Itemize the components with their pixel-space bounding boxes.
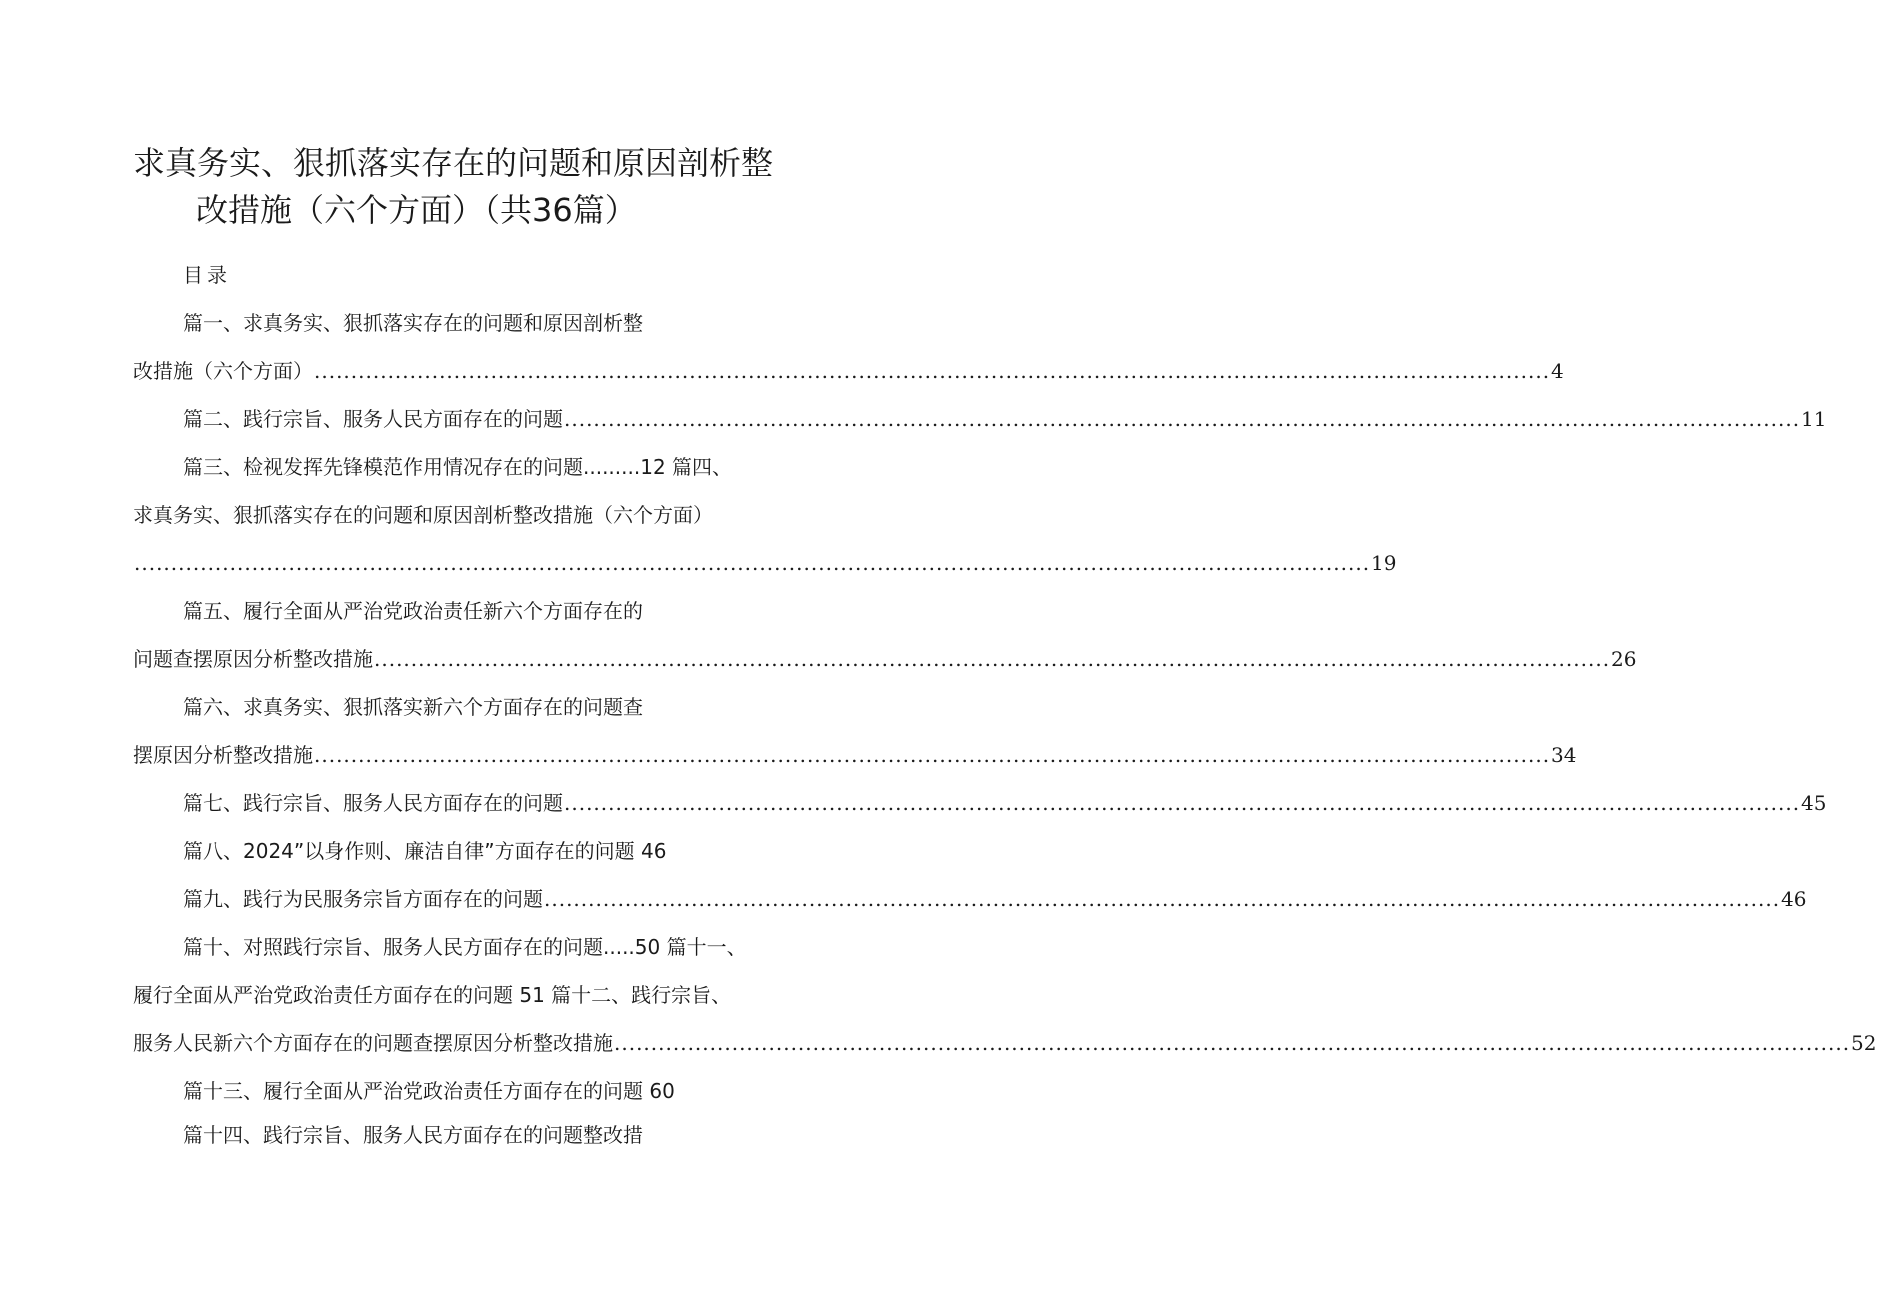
toc-entry-2[interactable] <box>183 405 1827 433</box>
toc-entry-4-line-3[interactable] <box>133 549 1397 577</box>
toc-entry-2-page: 11 <box>1801 407 1827 431</box>
toc-entry-6-line-1[interactable]: 篇六、求真务实、狠抓落实新六个方面存在的问题查 <box>183 695 643 719</box>
toc-entry-4-line-2[interactable]: 求真务实、狠抓落实存在的问题和原因剖析整改措施（六个方面） <box>133 503 713 527</box>
document-title-line-2: 改措施（六个方面）（共36篇） <box>196 191 637 229</box>
toc-entry-4-page: 19 <box>1371 551 1397 575</box>
toc-entry-12-page: 52 <box>1851 1031 1877 1055</box>
dot-leader: ........................................................................................................................................................................ <box>564 791 1801 815</box>
toc-entry-5-text: 问题查摆原因分析整改措施 <box>133 647 373 671</box>
toc-entry-6-page: 34 <box>1551 743 1577 767</box>
toc-entry-8[interactable]: 篇八、2024”以身作则、廉洁自律”方面存在的问题 46 <box>183 839 667 863</box>
dot-leader: ........................................................................................................................................................................ <box>314 359 1551 383</box>
dot-leader: ........................................................................................................................................................................ <box>314 743 1551 767</box>
dot-leader: ........................................................................................................................................................................ <box>374 647 1611 671</box>
toc-entry-5-line-2[interactable] <box>133 645 1637 673</box>
dot-leader: ........................................................................................................................................................................ <box>614 1031 1851 1055</box>
toc-entry-13[interactable]: 篇十三、履行全面从严治党政治责任方面存在的问题 60 <box>183 1079 675 1103</box>
toc-entry-5-page: 26 <box>1611 647 1637 671</box>
toc-entry-6-text: 摆原因分析整改措施 <box>133 743 313 767</box>
dot-leader: ........................................................................................................................................................................ <box>564 407 1801 431</box>
toc-entry-14-line-1[interactable]: 篇十四、践行宗旨、服务人民方面存在的问题整改措 <box>183 1123 643 1147</box>
dot-leader: ........................................................................................................................................................................ <box>134 551 1371 575</box>
toc-entry-10-line-1[interactable]: 篇十、对照践行宗旨、服务人民方面存在的问题.....50 篇十一、 <box>183 935 747 959</box>
toc-entry-1-page: 4 <box>1551 359 1564 383</box>
toc-entry-7-page: 45 <box>1801 791 1827 815</box>
toc-entry-12-text: 服务人民新六个方面存在的问题查摆原因分析整改措施 <box>133 1031 613 1055</box>
toc-entry-3-line-1[interactable]: 篇三、检视发挥先锋模范作用情况存在的问题.........12 篇四、 <box>183 455 733 479</box>
toc-entry-7[interactable] <box>183 789 1827 817</box>
toc-entry-1-line-2[interactable] <box>133 357 1564 385</box>
toc-heading: 目录 <box>183 263 231 287</box>
toc-entry-12-line-3[interactable] <box>133 1029 1877 1057</box>
toc-entry-9-text: 篇九、践行为民服务宗旨方面存在的问题 <box>183 887 543 911</box>
toc-entry-7-text: 篇七、践行宗旨、服务人民方面存在的问题 <box>183 791 563 815</box>
toc-entry-11-line-2[interactable]: 履行全面从严治党政治责任方面存在的问题 51 篇十二、践行宗旨、 <box>133 983 732 1007</box>
toc-entry-9-page: 46 <box>1781 887 1807 911</box>
dot-leader: ........................................................................................................................................................................ <box>544 887 1781 911</box>
toc-entry-9[interactable] <box>183 885 1807 913</box>
toc-entry-1-text: 改措施（六个方面） <box>133 359 313 383</box>
document-title-line-1: 求真务实、狠抓落实存在的问题和原因剖析整 <box>133 144 774 182</box>
toc-entry-5-line-1[interactable]: 篇五、履行全面从严治党政治责任新六个方面存在的 <box>183 599 643 623</box>
toc-entry-6-line-2[interactable] <box>133 741 1577 769</box>
toc-entry-1-line-1[interactable]: 篇一、求真务实、狠抓落实存在的问题和原因剖析整 <box>183 311 643 335</box>
toc-entry-2-text: 篇二、践行宗旨、服务人民方面存在的问题 <box>183 407 563 431</box>
